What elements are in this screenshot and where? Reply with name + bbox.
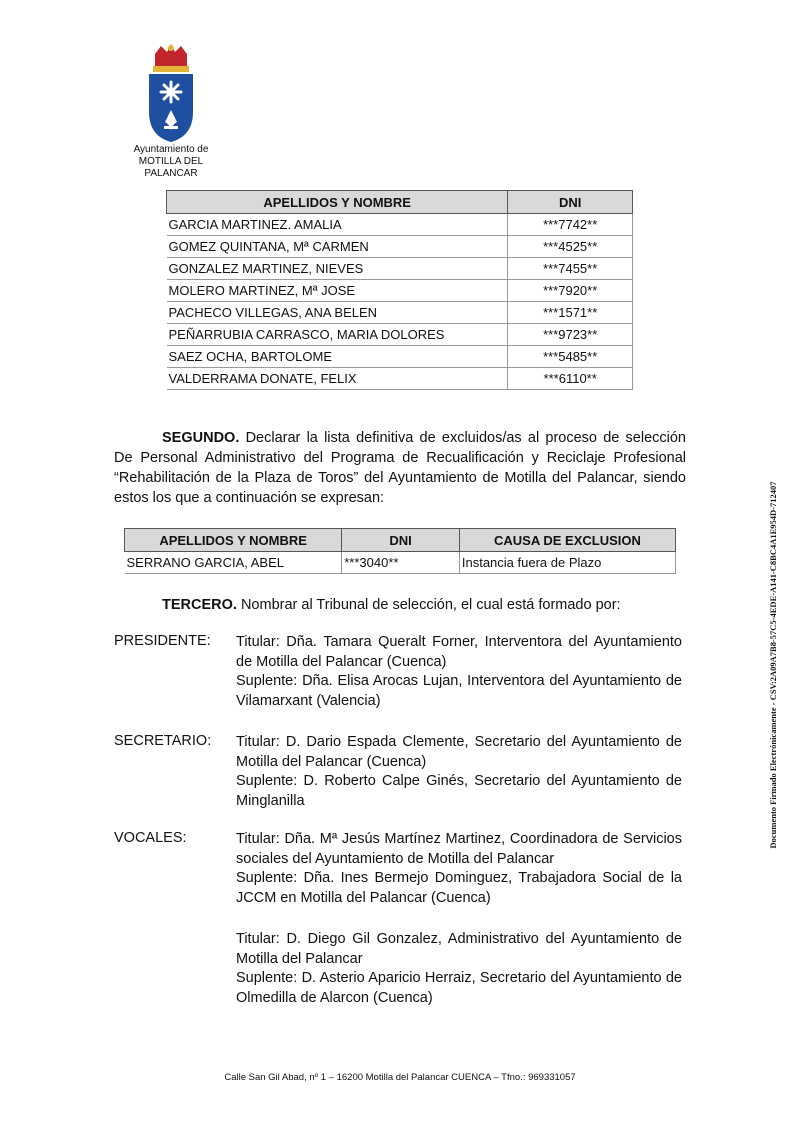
name-cell: SAEZ OCHA, BARTOLOME <box>167 346 508 368</box>
coat-of-arms-icon <box>143 44 199 144</box>
logo-line-1: Ayuntamiento de <box>133 144 209 155</box>
dni-cell: ***1571** <box>508 302 633 324</box>
column-header-dni: DNI <box>342 529 460 552</box>
name-cell: GOMEZ QUINTANA, Mª CARMEN <box>167 236 508 258</box>
dni-cell: ***5485** <box>508 346 633 368</box>
column-header-name: APELLIDOS Y NOMBRE <box>167 191 508 214</box>
tercero-paragraph <box>114 595 686 615</box>
name-cell: VALDERRAMA DONATE, FELIX <box>167 368 508 390</box>
table-row <box>167 258 633 280</box>
segundo-lead: SEGUNDO. <box>162 430 240 446</box>
presidente-suplente: Suplente: Dña. Elisa Arocas Lujan, Interventora del Ayuntamiento de Vilamarxant (Valencia) <box>236 673 682 709</box>
dni-cell: ***4525** <box>508 236 633 258</box>
secretario-titular: Titular: D. Dario Espada Clemente, Secretario del Ayuntamiento de Motilla del Palancar (Cuenca) <box>236 734 682 770</box>
table-row <box>167 302 633 324</box>
logo-line-2: MOTILLA DEL PALANCAR <box>138 156 204 179</box>
tercero-lead: TERCERO. <box>162 597 237 613</box>
admitted-table <box>166 190 633 390</box>
name-cell: PACHECO VILLEGAS, ANA BELEN <box>167 302 508 324</box>
name-cell: SERRANO GARCIA, ABEL <box>125 552 342 574</box>
table-row <box>125 552 676 574</box>
vocales-titular-2: Titular: D. Diego Gil Gonzalez, Administrativo del Ayuntamiento de Motilla del Palancar <box>236 931 682 967</box>
page-footer: Calle San Gil Abad, nº 1 – 16200 Motilla del Palancar CUENCA – Tfno.: 969331057 <box>224 1072 576 1083</box>
signature-csv-text: Documento Firmado Electrónicamente - CSV:2A09A7B8-57C5-4EDE-A141-C8BC4A1E954D-712407 <box>768 481 778 849</box>
dni-cell: ***3040** <box>342 552 460 574</box>
vocales-suplente-2: Suplente: D. Asterio Aparicio Herraiz, Secretario del Ayuntamiento de Olmedilla de Alarcon (Cuenca) <box>236 970 682 1006</box>
table-row <box>167 368 633 390</box>
name-cell: GARCIA MARTINEZ. AMALIA <box>167 214 508 236</box>
table-header-row <box>125 529 676 552</box>
table-row <box>167 280 633 302</box>
vocales-titular-1: Titular: Dña. Mª Jesús Martínez Martinez, Coordinadora de Servicios sociales del Ayuntamiento de Motilla del Palancar <box>236 831 682 867</box>
segundo-text: Declarar la lista definitiva de excluidos/as al proceso de selección De Personal Administrativo del Programa de Recualificación y Reciclaje Profesional “Rehabilitación de la Plaza de Toros” del Ayuntamiento de Motilla del Palancar, siendo estos los que a continuación se expresan: <box>114 430 686 506</box>
dni-cell: ***7455** <box>508 258 633 280</box>
municipal-logo <box>118 44 224 180</box>
segundo-paragraph <box>114 428 686 508</box>
vocales-suplente-1: Suplente: Dña. Ines Bermejo Dominguez, Trabajadora Social de la JCCM en Motilla del Palancar (Cuenca) <box>236 870 682 906</box>
table-row <box>167 324 633 346</box>
dni-cell: ***7742** <box>508 214 633 236</box>
column-header-dni: DNI <box>508 191 633 214</box>
table-row <box>167 236 633 258</box>
column-header-cause: CAUSA DE EXCLUSION <box>459 529 675 552</box>
name-cell: PEÑARRUBIA CARRASCO, MARIA DOLORES <box>167 324 508 346</box>
table-header-row <box>167 191 633 214</box>
name-cell: MOLERO MARTINEZ, Mª JOSE <box>167 280 508 302</box>
secretario-suplente: Suplente: D. Roberto Calpe Ginés, Secretario del Ayuntamiento de Minglanilla <box>236 773 682 809</box>
presidente-label: PRESIDENTE: <box>114 633 211 649</box>
signature-sidebar <box>765 460 781 870</box>
dni-cell: ***7920** <box>508 280 633 302</box>
dni-cell: ***9723** <box>508 324 633 346</box>
table-row <box>167 346 633 368</box>
presidente-titular: Titular: Dña. Tamara Queralt Forner, Interventora del Ayuntamiento de Motilla del Palancar (Cuenca) <box>236 634 682 670</box>
column-header-name: APELLIDOS Y NOMBRE <box>125 529 342 552</box>
secretario-label: SECRETARIO: <box>114 733 212 749</box>
table-row <box>167 214 633 236</box>
excluded-table <box>124 528 676 574</box>
vocales-label: VOCALES: <box>114 830 187 846</box>
cause-cell: Instancia fuera de Plazo <box>459 552 675 574</box>
dni-cell: ***6110** <box>508 368 633 390</box>
tercero-text: Nombrar al Tribunal de selección, el cual está formado por: <box>236 597 621 613</box>
name-cell: GONZALEZ MARTINEZ, NIEVES <box>167 258 508 280</box>
